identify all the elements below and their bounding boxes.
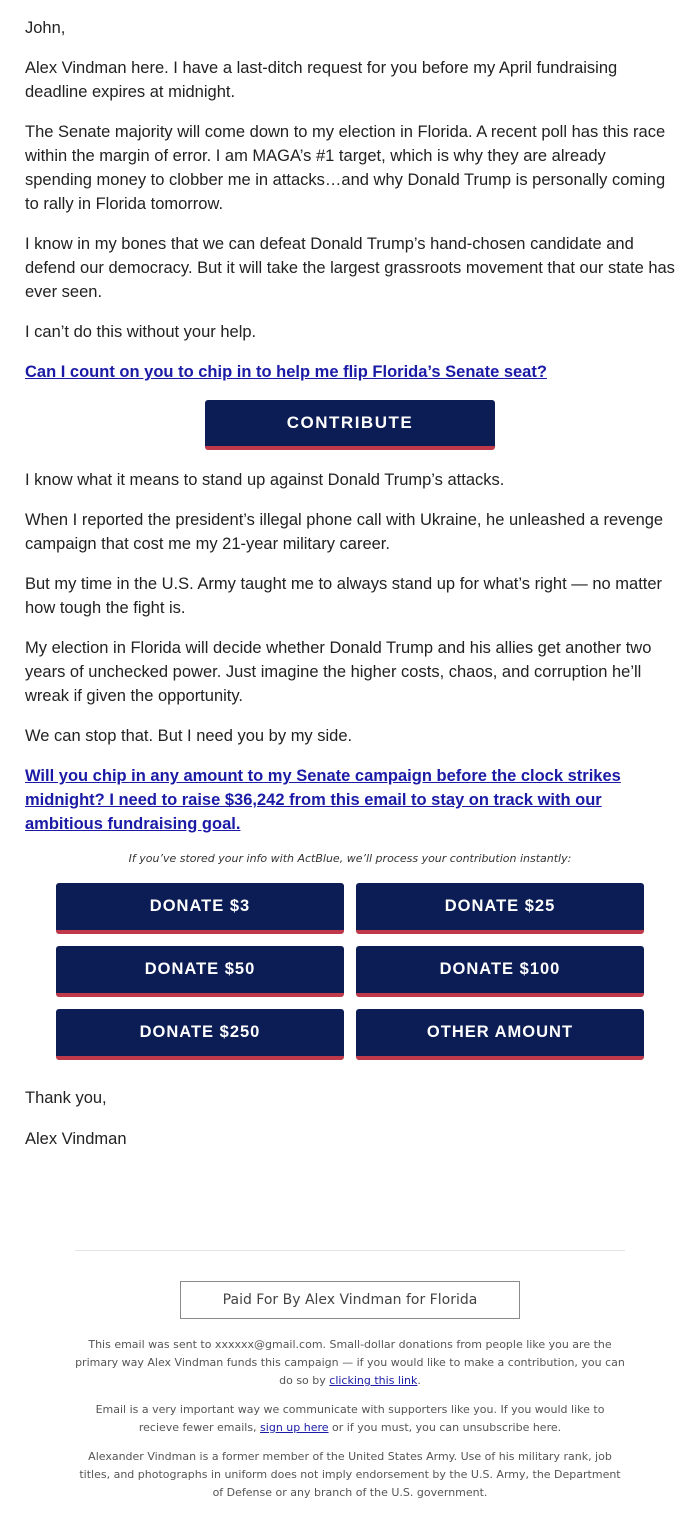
paragraph: Alex Vindman here. I have a last-ditch request for you before my April fundraising deadline expires at midnight. — [25, 59, 618, 101]
thanks: Thank you, — [25, 1089, 107, 1107]
email-footer — [75, 1250, 625, 1513]
email-pref-text: Email is a very important way we communicate with supporters like you. If you would like to recieve fewer emails, — [95, 1403, 605, 1434]
sent-to-text: This email was sent to xxxxxx@gmail.com. Small-dollar donations from people like you are the primary way Alex Vindman funds this campaign — if you would like to make a contribution, you can do so by — [75, 1338, 625, 1387]
donate-25-button[interactable]: DONATE $25 — [356, 883, 644, 934]
signature: Alex Vindman — [25, 1130, 127, 1148]
actblue-note: If you’ve stored your info with ActBlue, we’ll process your contribution instantly: — [128, 852, 572, 865]
paragraph: I know in my bones that we can defeat Donald Trump’s hand-chosen candidate and defend our democracy. But it will take the largest grassroots movement that our state has ever seen. — [25, 235, 675, 301]
paragraph: The Senate majority will come down to my election in Florida. A recent poll has this race within the margin of error. I am MAGA’s #1 target, which is why they are already spending money to clobber me in attacks…and why Donald Trump is personally coming to rally in Florida tomorrow. — [25, 123, 666, 213]
donate-link-paragraph-2 — [25, 764, 675, 836]
chip-in-link[interactable]: Can I count on you to chip in to help me flip Florida’s Senate seat? — [25, 363, 547, 381]
donate-250-button[interactable]: DONATE $250 — [56, 1009, 344, 1060]
contribution-link[interactable]: clicking this link — [329, 1374, 418, 1387]
paragraph: But my time in the U.S. Army taught me to always stand up for what’s right — no matter how tough the fight is. — [25, 575, 663, 617]
sent-to-end: . — [417, 1374, 421, 1387]
paid-for-box: Paid For By Alex Vindman for Florida — [180, 1281, 520, 1319]
chip-in-any-amount-link[interactable]: Will you chip in any amount to my Senate campaign before the clock strikes midnight? I need to raise $36,242 from this email to stay on track with our ambitious fundraising goal. — [25, 767, 621, 833]
contribute-button-wrap — [25, 400, 675, 450]
paragraph: We can stop that. But I need you by my side. — [25, 727, 353, 745]
donate-50-button[interactable]: DONATE $50 — [56, 946, 344, 997]
military-disclaimer: Alexander Vindman is a former member of the United States Army. Use of his military rank, job titles, and photographs in uniform does not imply endorsement by the U.S. Army, the Department of Defense or any branch of the U.S. government. — [79, 1450, 621, 1499]
sent-to-notice — [75, 1336, 625, 1390]
sign-up-link[interactable]: sign up here — [260, 1421, 329, 1434]
email-preferences-notice — [75, 1401, 625, 1437]
greeting: John, — [25, 19, 66, 37]
donate-button-grid — [25, 883, 675, 1060]
email-pref-end: or if you must, you can unsubscribe here. — [328, 1421, 562, 1434]
email-body — [25, 16, 675, 1168]
other-amount-button[interactable]: OTHER AMOUNT — [356, 1009, 644, 1060]
paragraph: My election in Florida will decide whether Donald Trump and his allies get another two years of unchecked power. Just imagine the higher costs, chaos, and corruption he’ll wreak if given the opportunity. — [25, 639, 652, 705]
donate-3-button[interactable]: DONATE $3 — [56, 883, 344, 934]
paid-for-wrap — [75, 1281, 625, 1319]
contribute-button[interactable]: CONTRIBUTE — [205, 400, 495, 450]
donate-100-button[interactable]: DONATE $100 — [356, 946, 644, 997]
paragraph: I know what it means to stand up against Donald Trump’s attacks. — [25, 471, 505, 489]
paragraph: I can’t do this without your help. — [25, 323, 257, 341]
donate-link-paragraph — [25, 360, 675, 384]
paragraph: When I reported the president’s illegal phone call with Ukraine, he unleashed a revenge campaign that cost me my 21-year military career. — [25, 511, 664, 553]
